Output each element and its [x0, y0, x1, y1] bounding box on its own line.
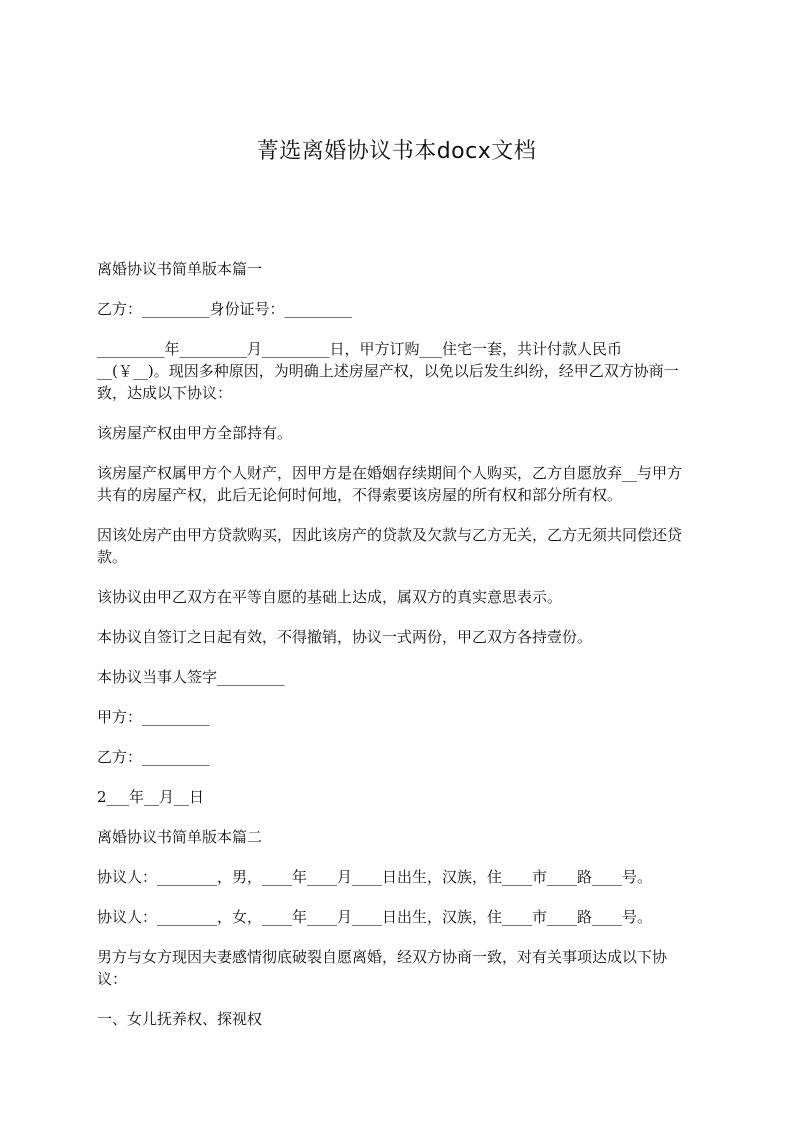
custody-heading: 一、女儿抚养权、探视权: [97, 1010, 263, 1028]
purchase-paragraph: _________年_________月_________日，甲方订购___住宅一套，共计付款人民币__(￥__)。现因多种原因，为明确上述房屋产权，以免以后发生纠纷，经甲乙双方协商一致，达成以下协议：: [97, 340, 679, 402]
signature-line: 本协议当事人签字_________: [97, 668, 285, 686]
section-heading-1: 离婚协议书简单版本篇一: [97, 260, 263, 278]
agreement-intro-paragraph: 男方与女方现因夫妻感情彻底破裂自愿离婚，经双方协商一致，对有关事项达成以下协议：: [97, 948, 668, 988]
female-party-line: 协议人：________，女，____年____月____日出生，汉族，住____市____路____号。: [97, 908, 653, 926]
effect-paragraph: 本协议自签订之日起有效，不得撤销，协议一式两份，甲乙双方各持壹份。: [97, 628, 593, 646]
loan-paragraph: 因该处房产由甲方贷款购买，因此该房产的贷款及欠款与乙方无关，乙方无须共同偿还贷款。: [97, 526, 683, 566]
ownership-paragraph: 该房屋产权由甲方全部持有。: [97, 424, 293, 442]
party-b-id-line: 乙方：_________身份证号：_________: [97, 300, 353, 318]
date-line: 2___年__月__日: [97, 788, 205, 806]
party-a-signature: 甲方：_________: [97, 708, 210, 726]
personal-property-paragraph: 该房屋产权属甲方个人财产，因甲方是在婚姻存续期间个人购买，乙方自愿放弃__与甲方共有的房屋产权，此后无论何时何地，不得索要该房屋的所有权和部分所有权。: [97, 464, 683, 504]
party-b-signature: 乙方：_________: [97, 748, 210, 766]
voluntary-paragraph: 该协议由甲乙双方在平等自愿的基础上达成，属双方的真实意思表示。: [97, 588, 563, 606]
section-heading-2: 离婚协议书简单版本篇二: [97, 828, 263, 846]
document-body: [97, 258, 689, 1030]
male-party-line: 协议人：________，男，____年____月____日出生，汉族，住____市____路____号。: [97, 868, 653, 886]
document-title: 菁选离婚协议书本docx文档: [256, 139, 537, 164]
